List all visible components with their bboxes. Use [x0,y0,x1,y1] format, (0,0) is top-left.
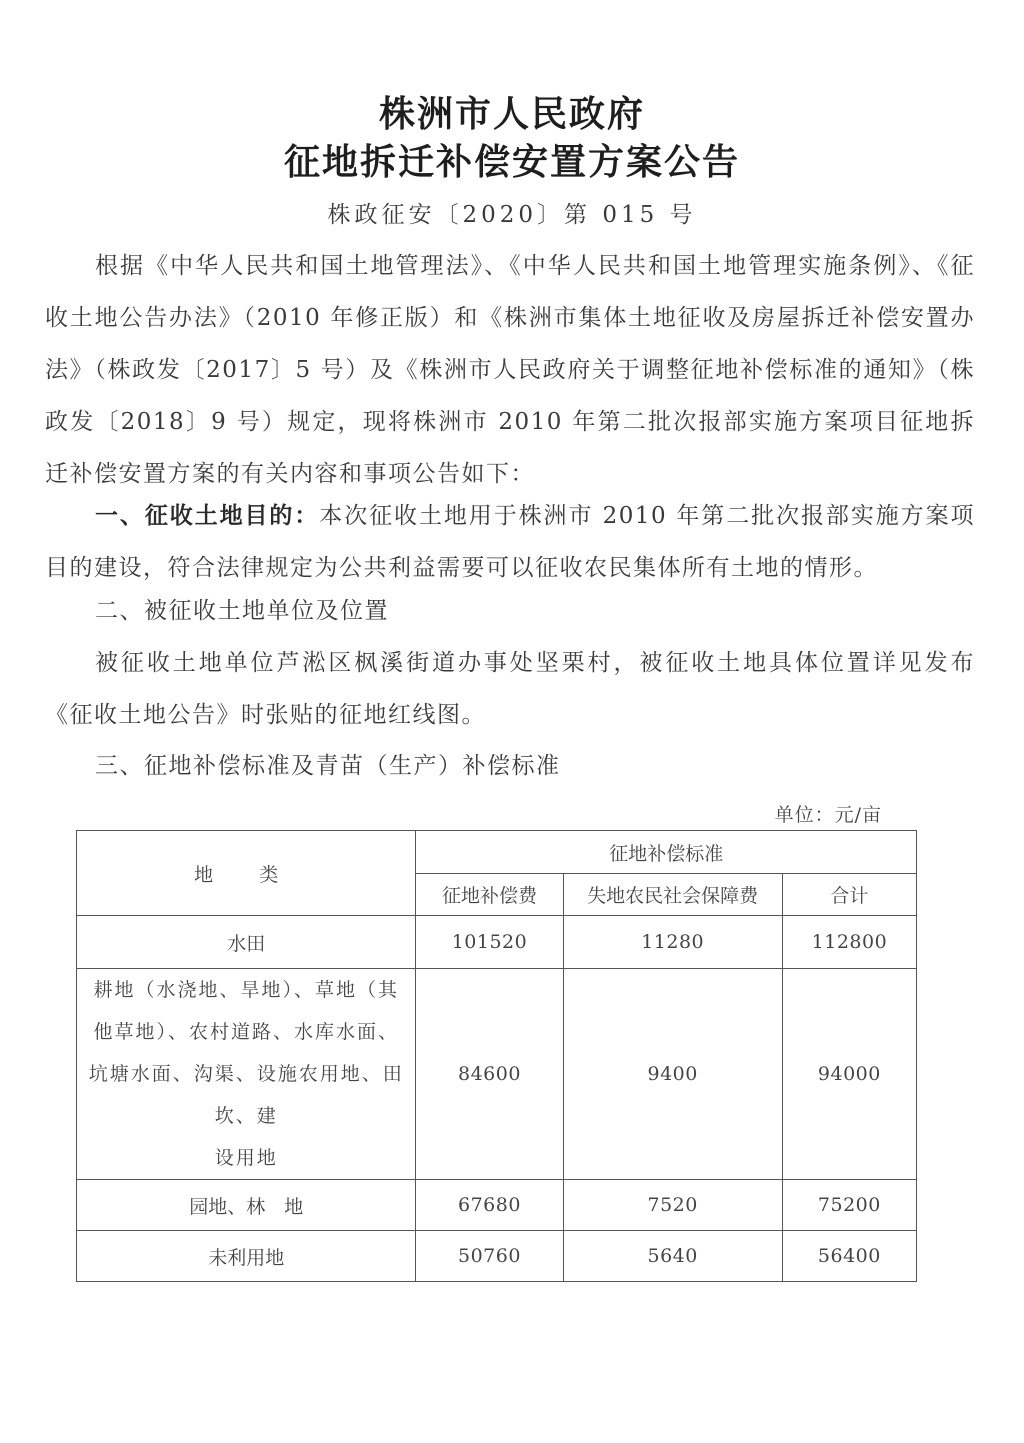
cell-total: 75200 [782,1180,916,1231]
section-standards-heading: 三、征地补偿标准及青苗（生产）补偿标准 [95,753,561,779]
section-purpose [45,490,975,594]
header-compensation-group: 征地补偿标准 [416,831,917,874]
cell-total: 112800 [782,916,916,969]
section-location-text: 被征收土地单位芦淞区枫溪街道办事处坚栗村，被征收土地具体位置详见发布《征收土地公告》时张贴的征地红线图。 [45,650,975,728]
table-header-row [77,831,917,874]
table-row [77,1231,917,1282]
cell-compensation: 101520 [416,916,563,969]
header-social-security: 失地农民社会保障费 [563,874,782,916]
table-row [77,916,917,969]
document-number: 株政征安〔2020〕第 015 号 [327,202,697,228]
cell-social-security: 5640 [563,1231,782,1282]
compensation-table [76,830,917,1282]
unit-label: 单位：元/亩 [774,804,882,826]
header-land-type: 地 类 [77,831,416,916]
cell-compensation: 50760 [416,1231,563,1282]
table-row [77,969,917,1180]
cell-land-type [77,969,416,1180]
header-total: 合计 [782,874,916,916]
header-compensation-fee: 征地补偿费 [416,874,563,916]
cell-compensation: 67680 [416,1180,563,1231]
notice-title-issuer: 株洲市人民政府 [378,93,645,135]
cell-land-type: 未利用地 [77,1231,416,1282]
section-purpose-text: 本次征收土地用于株洲市 2010 年第二批次报部实施方案项目的建设，符合法律规定为公共利益需要可以征收农民集体所有土地的情形。 [45,503,976,581]
cell-social-security: 9400 [563,969,782,1180]
table-row [77,1180,917,1231]
intro-paragraph: 根据《中华人民共和国土地管理法》、《中华人民共和国土地管理实施条例》、《征收土地公告办法》（2010 年修正版）和《株洲市集体土地征收及房屋拆迁补偿安置办法》（株政发〔2017〕5 号）及《株洲市人民政府关于调整征地补偿标准的通知》（株政发〔2018〕9 号）规定，现将株洲市 2010 年第二批次报部实施方案项目征地拆迁补偿安置方案的有关内容和事项公告如下： [45,253,975,487]
cell-total: 56400 [782,1231,916,1282]
cell-land-type-main: 耕地（水浇地、旱地）、草地（其他草地）、农村道路、水库水面、坑塘水面、沟渠、设施农用地、田坎、建 [88,979,404,1127]
cell-land-type-last: 设用地 [214,1147,278,1169]
cell-social-security: 7520 [563,1180,782,1231]
cell-land-type: 水田 [77,916,416,969]
section-location-heading: 二、被征收土地单位及位置 [95,598,389,624]
notice-title: 征地拆迁补偿安置方案公告 [283,141,740,183]
cell-land-type: 园地、林 地 [77,1180,416,1231]
cell-social-security: 11280 [563,916,782,969]
cell-total: 94000 [782,969,916,1180]
section-purpose-heading: 一、征收土地目的： [95,502,320,529]
cell-compensation: 84600 [416,969,563,1180]
